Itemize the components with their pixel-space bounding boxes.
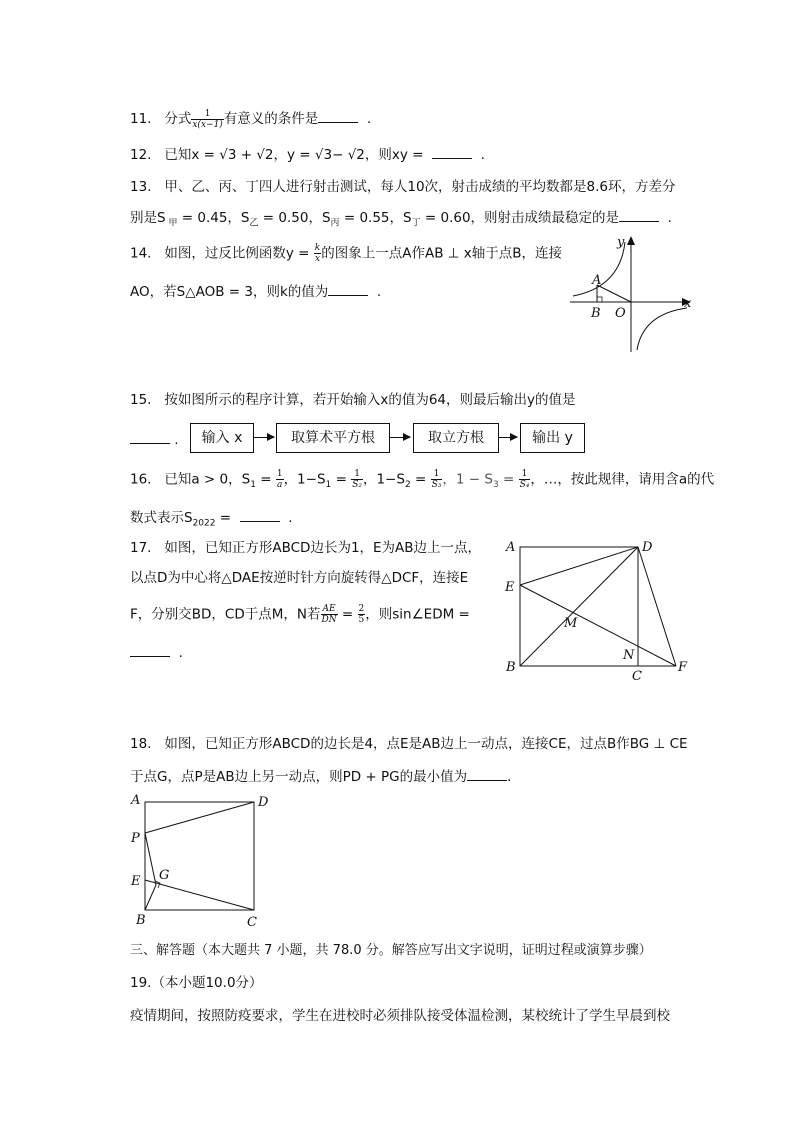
question-number: 12. — [130, 147, 152, 163]
figure-18-square — [125, 790, 285, 930]
svg-text:B: B — [506, 660, 516, 675]
question-number: 16. — [130, 471, 152, 488]
flow-box-sqrt: 取算术平方根 — [276, 423, 390, 453]
flow-arrow — [499, 437, 517, 438]
flow-arrow — [390, 437, 410, 438]
segment-EC — [145, 880, 254, 910]
question-16-line-1: 16. 已知a > 0，$S_1$ = $\frac{1}{a}$ ，$1-S_1$ = $\frac{1}{\text{S₂}}$ ，$1-S_2$ = $\frac{1}{\text{S₃}}$ ，$1 - S_3$ = $\frac{1}{\text{S₄}}$ ，…，按此规律，请用含a的代 — [130, 469, 715, 491]
question-14-line-1: 14. 如图，过反比例函数y = $\frac{k}{x}$ 的图象上一点A作AB ⊥ x轴于点B，连接 — [130, 243, 563, 264]
svg-text:D: D — [258, 795, 269, 810]
answer-blank — [130, 642, 170, 657]
svg-text:N: N — [623, 648, 635, 663]
question-19-header: 19.（本小题10.0分） — [130, 975, 263, 991]
svg-text:O: O — [615, 306, 626, 321]
svg-text:A: A — [506, 540, 516, 555]
hyperbola-branch-right — [637, 308, 687, 350]
question-14-line-2: AO，若S△AOB = 3，则k的值为 . — [130, 281, 381, 302]
question-13-line-2: 别是S $_甲$ = 0.45，$S_乙 = 0.50$，$S_丙 = 0.55$，$S_丁 = 0.60$，则射击成绩最稳定的是 . — [130, 207, 672, 234]
svg-text:D: D — [642, 540, 653, 555]
svg-text:A: A — [131, 793, 141, 808]
question-13-line-1: 13. 甲、乙、丙、丁四人进行射击测试，每人10次，射击成绩的平均数都是8.6环，方差分 — [130, 179, 676, 195]
question-18-line-1: 18. 如图，已知正方形ABCD的边长是4，点E是AB边上一动点，连接CE，过点B作BG ⊥ CE — [130, 736, 688, 752]
answer-blank — [467, 766, 507, 781]
flow-box-cbrt: 取立方根 — [413, 423, 499, 453]
svg-text:B: B — [591, 306, 601, 321]
question-17-line-3: F，分别交BD，CD于点M，N若 $\frac{AE}{DN}$ = $\frac{2}{5}$ ，则sin∠EDM = — [130, 604, 470, 625]
svg-text:C: C — [632, 669, 642, 684]
answer-blank — [619, 207, 659, 222]
question-15-line-2: . — [130, 429, 179, 450]
svg-text:E: E — [505, 580, 515, 595]
square-ABCD — [145, 802, 254, 910]
question-17-line-2: 以点D为中心将△DAE按逆时针方向旋转得△DCF，连接E — [130, 570, 469, 586]
svg-text:G: G — [159, 868, 170, 883]
question-11: 11. 分式 $\frac{1}{x(x-1)}$ 有意义的条件是 . — [130, 108, 372, 130]
svg-text:x: x — [684, 296, 692, 311]
question-18-line-2: 于点G，点P是AB边上另一动点，则PD + PG的最小值为 . — [130, 766, 511, 787]
svg-text:M: M — [564, 616, 578, 631]
segment-PG — [145, 833, 156, 885]
right-angle-mark — [597, 297, 602, 302]
question-19-line-1: 疫情期间，按照防疫要求，学生在进校时必须排队接受体温检测，某校统计了学生早晨到校 — [130, 1008, 670, 1024]
question-15-line-1: 15. 按如图所示的程序计算，若开始输入x的值为64，则最后输出y的值是 — [130, 392, 576, 408]
flow-box-output: 输出 y — [520, 423, 585, 453]
question-number: 13. — [130, 179, 152, 195]
svg-text:y: y — [617, 235, 625, 250]
question-number: 15. — [130, 392, 152, 408]
figure-14-inverse-function — [565, 232, 695, 357]
question-17-line-4: . — [130, 642, 183, 663]
figure-17-square — [500, 535, 700, 685]
question-number: 18. — [130, 736, 152, 752]
question-number: 17. — [130, 540, 152, 556]
question-16-line-2: 数式表示$S_{2022}$ = . — [130, 507, 293, 534]
answer-blank — [240, 507, 280, 522]
answer-blank — [318, 108, 358, 123]
svg-text:A: A — [592, 273, 602, 288]
svg-text:P: P — [131, 831, 140, 846]
svg-text:C: C — [247, 915, 257, 930]
segment-BG — [145, 885, 156, 910]
answer-blank — [328, 281, 368, 296]
flow-arrow — [254, 437, 274, 438]
segment-DE — [520, 547, 638, 585]
segment-EF — [520, 585, 676, 666]
question-12: 12. 已知x = √3 + √2，y = √3− √2，则xy = . — [130, 144, 485, 165]
flow-box-input: 输入 x — [190, 423, 254, 453]
segment-PD — [145, 802, 254, 833]
svg-text:B: B — [136, 913, 146, 928]
y-axis-arrow — [627, 236, 635, 245]
segment-DF — [638, 547, 676, 666]
diagonal-BD — [520, 547, 638, 666]
fraction: $\frac{1}{x(x-1)}$ — [192, 108, 223, 130]
question-17-line-1: 17. 如图，已知正方形ABCD边长为1，E为AB边上一点， — [130, 540, 482, 556]
question-number: 11. — [130, 111, 152, 127]
svg-text:E: E — [131, 874, 141, 889]
question-number: 14. — [130, 245, 152, 262]
svg-text:F: F — [678, 660, 688, 675]
answer-blank — [432, 144, 472, 159]
section-3-heading: 三、解答题（本大题共 7 小题，共 78.0 分。解答应写出文字说明，证明过程或演算步骤） — [130, 943, 652, 958]
answer-blank — [130, 429, 170, 444]
